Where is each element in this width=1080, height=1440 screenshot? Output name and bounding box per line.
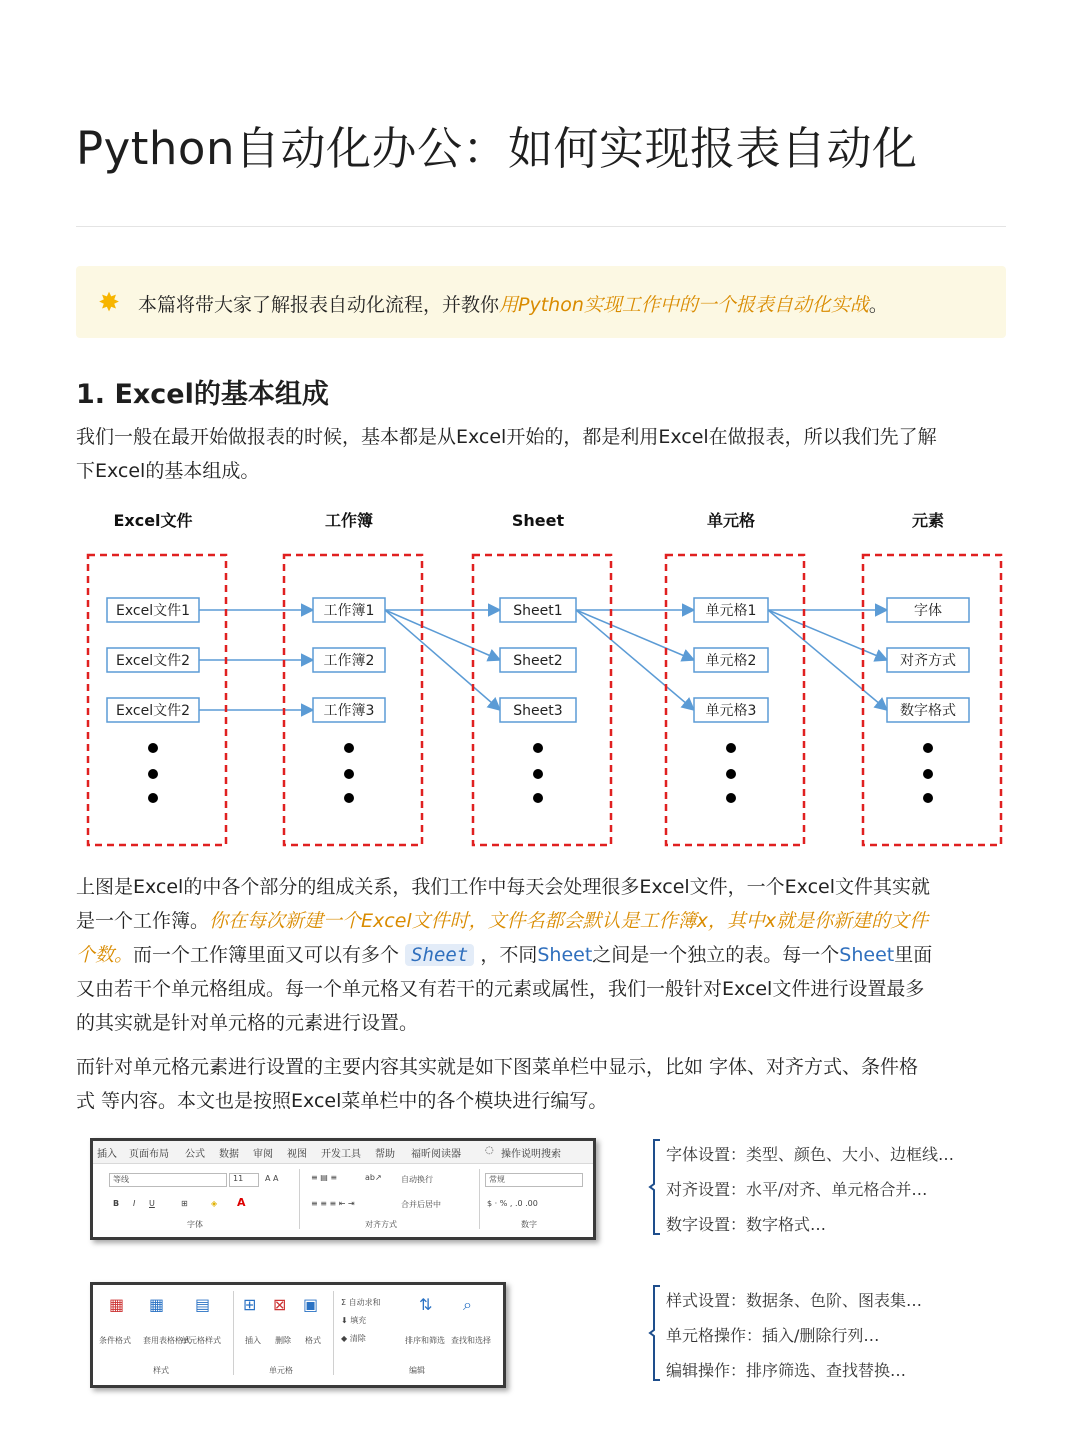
ellipsis-dot [726, 793, 736, 803]
insert-button[interactable]: 插入 [245, 1336, 261, 1345]
cell-style-button[interactable]: 单元格样式 [181, 1336, 221, 1345]
cell-style-icon[interactable]: ▤ [195, 1295, 211, 1314]
note-cell-operations: 单元格操作：插入/删除行列… [666, 1326, 880, 1345]
font-size-select[interactable] [229, 1173, 259, 1187]
fill-color-icon[interactable]: ◈ [211, 1199, 218, 1208]
font-name-value: 等线 [113, 1175, 129, 1184]
number-format-icons[interactable]: $ · % , .0 .00 [487, 1199, 538, 1208]
group-label-font: 字体 [187, 1220, 203, 1229]
fill-label: 填充 [350, 1316, 367, 1325]
page-title: Python自动化办公：如何实现报表自动化 [76, 122, 918, 175]
diagram-arrow [385, 610, 500, 660]
conditional-format-button[interactable]: 条件格式 [99, 1336, 131, 1345]
ellipsis-dot [148, 793, 158, 803]
note-edit-operations: 编辑操作：排序筛选、查找替换… [666, 1361, 907, 1380]
section-heading: 1. Excel的基本组成 [76, 379, 329, 410]
ellipsis-dot [533, 743, 543, 753]
title-divider [76, 226, 1006, 227]
diagram-node-label: 工作簿3 [323, 703, 375, 719]
paragraph-intro [76, 420, 1011, 488]
diagram-arrow [576, 610, 694, 710]
diagram-column [473, 511, 611, 845]
diagram-column [88, 511, 226, 845]
diagram-column [666, 511, 804, 845]
table-format-button[interactable]: 套用表格格式 [143, 1336, 191, 1345]
table-format-icon[interactable]: ▦ [149, 1295, 165, 1314]
insert-cells-icon[interactable]: ⊞ [243, 1295, 257, 1314]
menu-search[interactable]: 操作说明搜索 [501, 1149, 561, 1160]
diagram-column-header: Sheet [511, 511, 565, 530]
group-label-cells: 单元格 [269, 1366, 293, 1375]
menu-item[interactable]: 视图 [287, 1149, 307, 1160]
paragraph-line: 上图是Excel的中各个部分的组成关系，我们工作中每天会处理很多Excel文件，一个Excel文件其实就 [76, 876, 930, 898]
group-label-align: 对齐方式 [365, 1220, 397, 1229]
text-run: 是一个工作簿。 [76, 910, 210, 932]
intro-highlight: 用Python实现工作中的一个报表自动化实战 [499, 294, 869, 316]
menu-item[interactable]: 页面布局 [129, 1149, 169, 1160]
font-size-value: 11 [233, 1174, 244, 1183]
ellipsis-dot [923, 793, 933, 803]
excel-structure-diagram [76, 500, 1006, 855]
note-font-settings: 字体设置：类型、颜色、大小、边框线… [666, 1145, 955, 1164]
find-select-button[interactable]: 查找和选择 [451, 1336, 491, 1345]
diagram-node-label: 工作簿1 [323, 603, 375, 619]
bold-icon[interactable]: B [113, 1199, 120, 1208]
diagram-arrow [768, 610, 887, 660]
menu-item[interactable]: 福昕阅读器 [411, 1149, 461, 1160]
diagram-node-label: Sheet2 [513, 653, 563, 669]
ellipsis-dot [148, 769, 158, 779]
number-format-select[interactable] [485, 1173, 583, 1187]
note-style-settings: 样式设置：数据条、色阶、图表集… [666, 1291, 923, 1310]
sheet-term: Sheet [839, 944, 895, 966]
fill-button[interactable]: ⬇ 填充 [341, 1316, 367, 1325]
wrap-text-button[interactable] [401, 1174, 433, 1185]
lightbulb-icon: ◌ [485, 1145, 494, 1156]
group-label-edit: 编辑 [409, 1366, 425, 1375]
font-color-icon[interactable]: A [237, 1196, 246, 1209]
intro-text [138, 290, 888, 317]
text-run: 而一个工作簿里面又可以有多个 [133, 944, 400, 966]
menu-item[interactable]: 插入 [97, 1149, 117, 1160]
brace-bracket [648, 1138, 662, 1236]
ribbon-menu-bar [93, 1141, 593, 1164]
font-name-select[interactable] [109, 1173, 227, 1187]
diagram-node-label: 工作簿2 [323, 653, 375, 669]
ellipsis-dot [148, 743, 158, 753]
align-top-icon[interactable]: ≡ ▤ ≡ [311, 1173, 338, 1182]
border-icon[interactable]: ⊞ [181, 1199, 188, 1208]
note-align-settings: 对齐设置：水平/对齐、单元格合并… [666, 1180, 928, 1199]
ribbon-separator [333, 1291, 334, 1375]
sort-filter-icon[interactable]: ⇅ [419, 1295, 433, 1314]
text-run: ，不同 [480, 944, 538, 966]
paragraph-composition [76, 870, 1011, 1040]
ribbon-screenshot-font-align-number [90, 1138, 596, 1240]
grow-font-icon[interactable]: A A [265, 1174, 279, 1183]
intro-callout [76, 266, 1006, 338]
sheet-term: Sheet [537, 944, 593, 966]
diagram-node-label: 对齐方式 [900, 653, 956, 669]
ellipsis-dot [344, 769, 354, 779]
diagram-column-header: 单元格 [706, 511, 756, 530]
orientation-icon[interactable]: ab↗ [365, 1173, 382, 1182]
ellipsis-dot [726, 743, 736, 753]
ellipsis-dot [344, 743, 354, 753]
underline-icon[interactable]: U [149, 1199, 155, 1208]
conditional-format-icon[interactable]: ▦ [109, 1295, 125, 1314]
delete-button[interactable]: 删除 [275, 1336, 291, 1345]
sort-filter-button[interactable]: 排序和筛选 [405, 1336, 445, 1345]
menu-item[interactable]: 公式 [185, 1149, 205, 1160]
paragraph-line: 而针对单元格元素进行设置的主要内容其实就是如下图菜单栏中显示，比如 字体、对齐方式、条件格 [76, 1056, 919, 1078]
menu-item[interactable]: 帮助 [375, 1149, 395, 1160]
delete-cells-icon[interactable]: ⊠ [273, 1295, 287, 1314]
menu-item[interactable]: 开发工具 [321, 1149, 361, 1160]
paragraph-line: 式 等内容。本文也是按照Excel菜单栏中的各个模块进行编写。 [76, 1090, 608, 1112]
paragraph-line: 下Excel的基本组成。 [76, 460, 260, 482]
highlight-text: 个数。 [76, 944, 134, 966]
menu-item[interactable]: 数据 [219, 1149, 239, 1160]
format-button[interactable]: 格式 [305, 1336, 321, 1345]
diagram-column [284, 511, 422, 845]
ellipsis-dot [923, 743, 933, 753]
brace-bracket [648, 1284, 662, 1382]
diagram-node-label: 单元格3 [705, 703, 757, 719]
clear-label: 清除 [349, 1334, 366, 1343]
diagram-node-label: Excel文件2 [116, 703, 190, 719]
diagram-node-label: Excel文件2 [116, 653, 190, 669]
merge-center-label: 合并后居中 [401, 1200, 441, 1209]
ellipsis-dot [533, 769, 543, 779]
diagram-node-label: 字体 [914, 603, 942, 619]
ellipsis-dot [726, 769, 736, 779]
diagram-node-label: 单元格2 [705, 653, 757, 669]
note-number-settings: 数字设置：数字格式… [666, 1215, 827, 1234]
paragraph-line: 我们一般在最开始做报表的时候，基本都是从Excel开始的，都是利用Excel在做报表，所以我们先了解 [76, 426, 937, 448]
diagram-node-label: Excel文件1 [116, 603, 190, 619]
ellipsis-dot [344, 793, 354, 803]
autosum-label: 自动求和 [348, 1298, 381, 1307]
diagram-column [863, 511, 1001, 845]
ribbon-separator [479, 1169, 480, 1229]
diagram-arrow [768, 610, 887, 710]
ribbon-screenshot-style-cell-edit [90, 1282, 506, 1388]
diagram-arrow [385, 610, 500, 710]
intro-text-after: 。 [868, 294, 888, 316]
ellipsis-dot [533, 793, 543, 803]
diagram-node-label: 单元格1 [705, 603, 757, 619]
group-label-style: 样式 [153, 1366, 169, 1375]
paragraph-menu [76, 1050, 1011, 1118]
diagram-arrow [576, 610, 694, 660]
highlight-text: 你在每次新建一个Excel文件时，文件名都会默认是工作簿x，其中x就是你新建的文件 [209, 910, 929, 932]
ribbon-separator [299, 1169, 300, 1229]
diagram-column-header: Excel文件 [113, 511, 193, 530]
diagram-column-header: 工作簿 [324, 511, 374, 530]
italic-icon[interactable]: I [133, 1199, 136, 1208]
group-label-number: 数字 [521, 1220, 537, 1229]
text-run: 里面 [894, 944, 933, 966]
format-cells-icon[interactable]: ▣ [303, 1295, 319, 1314]
intro-text-before: 本篇将带大家了解报表自动化流程，并教你 [138, 294, 500, 316]
inline-code: Sheet [405, 944, 474, 966]
autosum-button[interactable]: Σ 自动求和 [341, 1298, 381, 1307]
number-format-value: 常规 [489, 1175, 505, 1184]
paragraph-line [76, 904, 1011, 938]
diagram-column-header: 元素 [911, 511, 945, 530]
paragraph-line: 又由若干个单元格组成。每一个单元格又有若干的元素或属性，我们一般针对Excel文件进行设置最多 [76, 978, 925, 1000]
wrap-text-label: 自动换行 [401, 1175, 433, 1184]
paragraph-line: 的其实就是针对单元格的元素进行设置。 [76, 1012, 419, 1034]
text-run: 之间是一个独立的表。每一个 [592, 944, 840, 966]
paragraph-line [76, 938, 1011, 972]
ribbon-separator [233, 1291, 234, 1375]
diagram-node-label: Sheet3 [513, 703, 563, 719]
merge-center-button[interactable] [401, 1199, 441, 1210]
align-left-icon[interactable]: ≡ ≡ ≡ ⇤ ⇥ [311, 1199, 355, 1208]
diagram-node-label: 数字格式 [900, 703, 956, 719]
clear-button[interactable]: ◆ 清除 [341, 1334, 366, 1343]
diagram-node-label: Sheet1 [513, 603, 563, 619]
menu-item[interactable]: 审阅 [253, 1149, 273, 1160]
sparkle-star-icon: ✸ [98, 288, 120, 318]
find-select-icon[interactable]: ⌕ [463, 1295, 472, 1314]
ellipsis-dot [923, 769, 933, 779]
